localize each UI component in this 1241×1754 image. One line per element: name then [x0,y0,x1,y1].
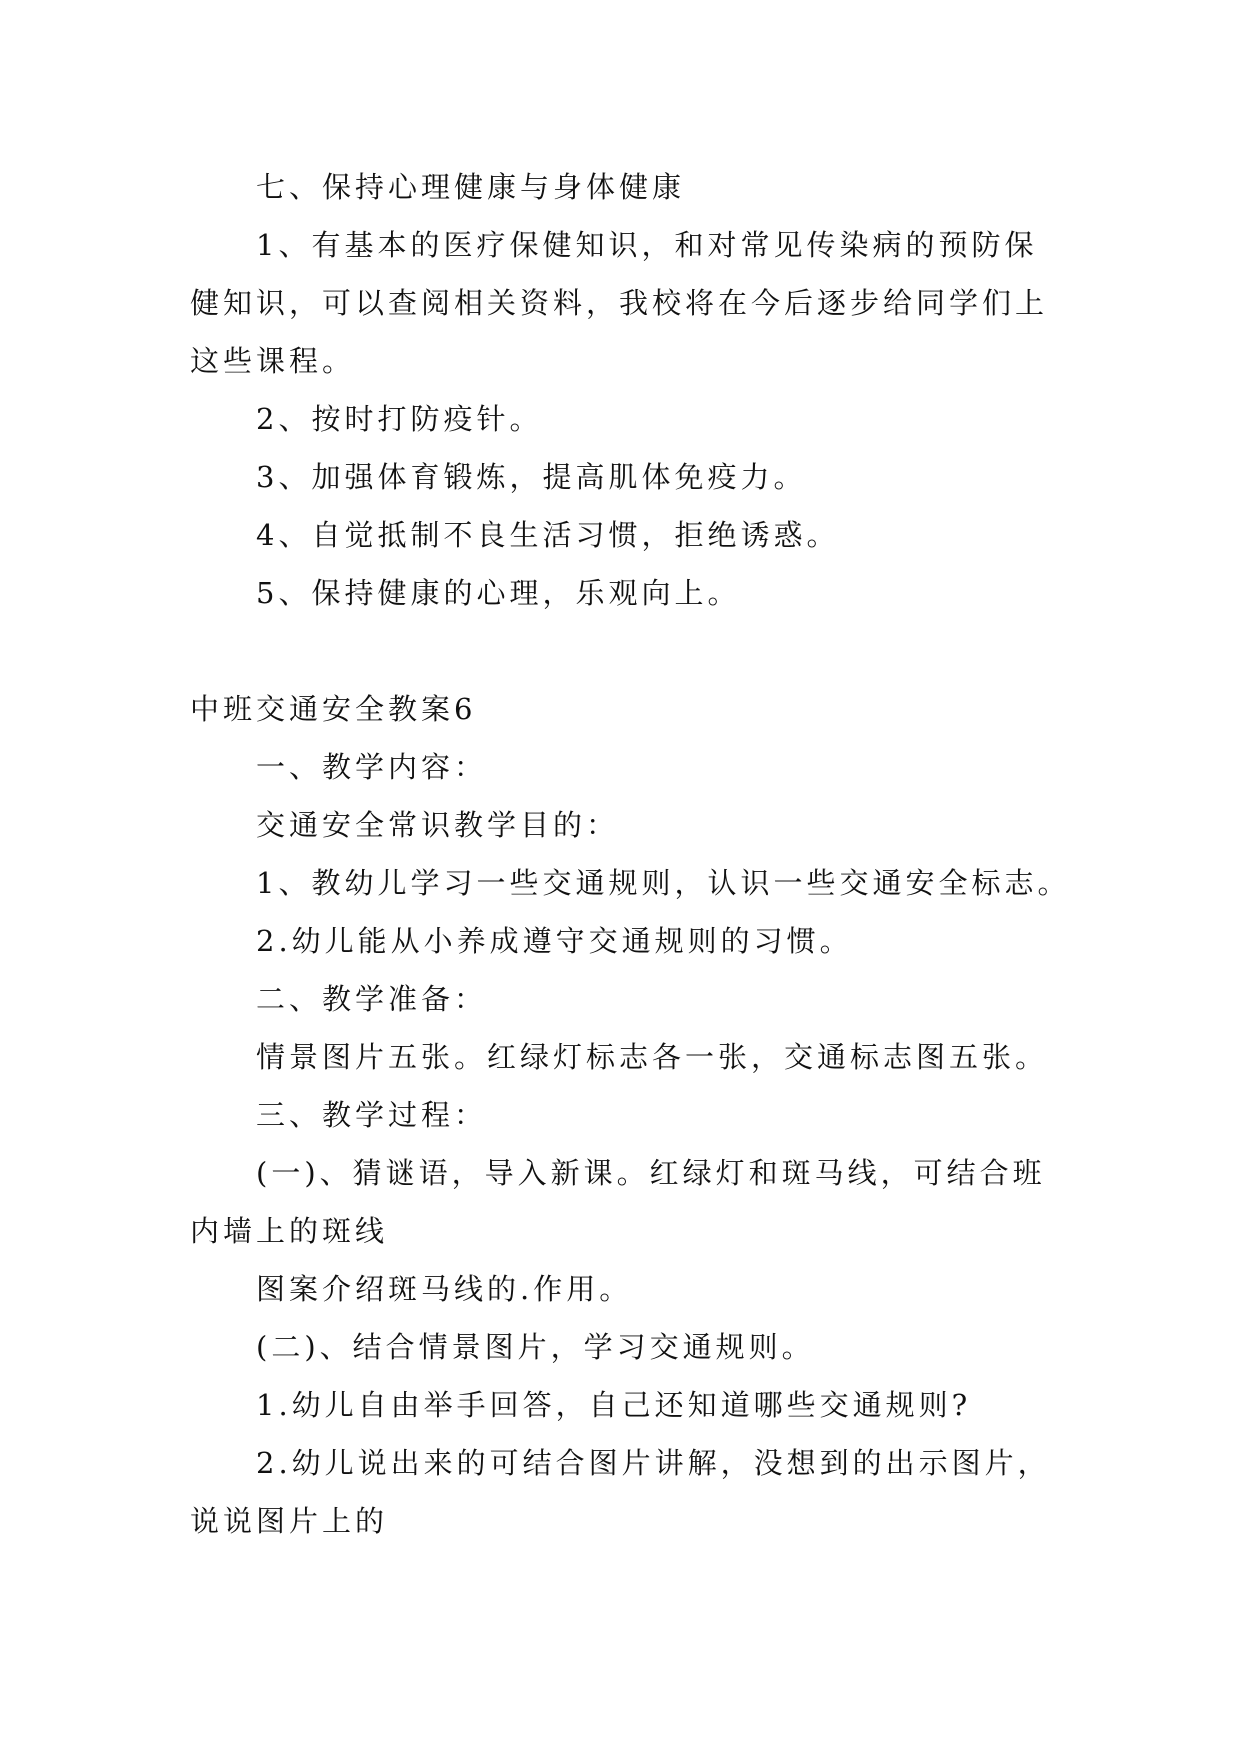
section-heading: 七、保持心理健康与身体健康 [256,170,686,204]
paragraph-line: 说说图片上的 [190,1504,389,1538]
paragraph-line: (二)、结合情景图片，学习交通规则。 [256,1330,815,1364]
list-item: 5、保持健康的心理，乐观向上。 [256,576,741,610]
section-heading: 二、教学准备： [256,982,488,1016]
paragraph-line: 图案介绍斑马线的.作用。 [256,1272,633,1306]
list-item: 2.幼儿说出来的可结合图片讲解，没想到的出示图片， [256,1446,1051,1480]
paragraph-line: 交通安全常识教学目的： [256,808,620,842]
lesson-title: 中班交通安全教案6 [190,692,477,726]
list-item: 2.幼儿能从小养成遵守交通规则的习惯。 [256,924,853,958]
section-heading: 一、教学内容： [256,750,488,784]
paragraph-line: 1、有基本的医疗保健知识，和对常见传染病的预防保 [256,228,1038,262]
paragraph-line: 情景图片五张。红绿灯标志各一张，交通标志图五张。 [256,1040,1049,1074]
list-item: 1.幼儿自由举手回答，自己还知道哪些交通规则? [256,1388,972,1422]
paragraph-line: (一)、猜谜语，导入新课。红绿灯和斑马线，可结合班 [256,1156,1046,1190]
section-heading: 三、教学过程： [256,1098,488,1132]
paragraph-line: 这些课程。 [190,344,356,378]
list-item: 2、按时打防疫针。 [256,402,543,436]
list-item: 4、自觉抵制不良生活习惯，拒绝诱惑。 [256,518,840,552]
document-body [190,158,1070,1550]
paragraph-line: 内墙上的斑线 [190,1214,389,1248]
paragraph-line: 健知识，可以查阅相关资料，我校将在今后逐步给同学们上 [190,286,1049,320]
list-item: 1、教幼儿学习一些交通规则，认识一些交通安全标志。 [256,866,1071,900]
list-item: 3、加强体育锻炼，提高肌体免疫力。 [256,460,807,494]
